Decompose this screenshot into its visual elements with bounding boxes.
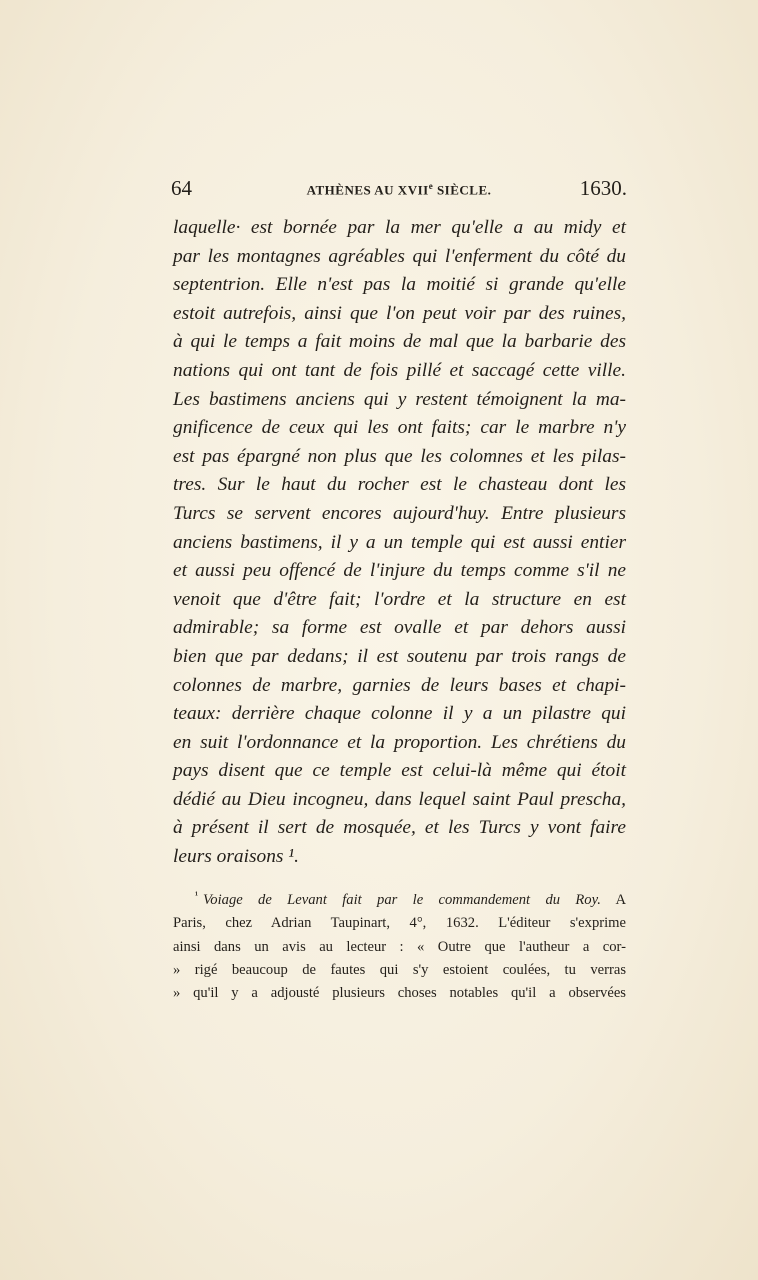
- running-title-superscript: e: [428, 181, 434, 191]
- text-line: septentrion. Elle n'est pas la moitié si grande qu'elle: [173, 274, 626, 296]
- footnote: [173, 884, 626, 1006]
- main-text: [173, 214, 626, 872]
- running-title: [171, 181, 627, 198]
- running-title-end: SIÈCLE.: [433, 182, 492, 198]
- text-line: à présent il sert de mosquée, et les Turcs y vont faire: [173, 817, 626, 839]
- footnote-line: » rigé beaucoup de fautes qui s'y estoient coulées, tu verras: [173, 962, 626, 979]
- text-line: à qui le temps a fait moins de mal que la barbarie des: [173, 331, 626, 353]
- text-line: anciens bastimens, il y a un temple qui est aussi entier: [173, 531, 626, 553]
- running-title-main: ATHÈNES AU XVII: [306, 182, 429, 198]
- footnote-line: Paris, chez Adrian Taupinart, 4°, 1632. L'éditeur s'exprime: [173, 915, 626, 932]
- text-line: bien que par dedans; il est soutenu par trois rangs de: [173, 645, 626, 667]
- text-line: pays disent que ce temple est celui-là même qui étoit: [173, 760, 626, 782]
- text-line: nations qui ont tant de fois pillé et saccagé cette ville.: [173, 359, 626, 381]
- text-line: Turcs se servent encores aujourd'huy. Entre plusieurs: [173, 502, 626, 524]
- text-line: colonnes de marbre, garnies de leurs bases et chapi-: [173, 674, 626, 696]
- text-line: est pas épargné non plus que les colomnes et les pilas-: [173, 445, 626, 467]
- footnote-mark: ¹: [195, 890, 198, 901]
- footnote-title: Voiage de Levant fait par le commandement du Roy.: [203, 891, 601, 908]
- text-line: leurs oraisons ¹.: [173, 846, 299, 868]
- footnote-line: ainsi dans un avis au lecteur : « Outre que l'autheur a cor-: [173, 938, 626, 955]
- text-line: gnificence de ceux qui les ont faits; car le marbre n'y: [173, 417, 626, 439]
- text-line: admirable; sa forme est ovalle et par dehors aussi: [173, 617, 626, 639]
- text-line: et aussi peu offencé de l'injure du temps comme s'il ne: [173, 560, 626, 582]
- text-line: laquelle· est bornée par la mer qu'elle a au midy et: [173, 217, 626, 238]
- text-line: par les montagnes agréables qui l'enferment du côté du: [173, 245, 626, 267]
- text-line: dédié au Dieu incogneu, dans lequel saint Paul prescha,: [173, 788, 626, 810]
- text-line: tres. Sur le haut du rocher est le chasteau dont les: [173, 474, 626, 496]
- text-line: teaux: derrière chaque colonne il y a un pilastre qui: [173, 703, 626, 725]
- page-header: [171, 176, 627, 206]
- footnote-line: [173, 884, 626, 912]
- footnote-line: » qu'il y a adjousté plusieurs choses notables qu'il a observées: [173, 985, 626, 1002]
- text-line: venoit que d'être fait; l'ordre et la structure en est: [173, 588, 626, 610]
- text-line: en suit l'ordonnance et la proportion. Les chrétiens du: [173, 731, 626, 753]
- footnote-line-rest: A: [600, 891, 626, 908]
- page-number: 64: [171, 176, 192, 200]
- text-line: estoit autrefois, ainsi que l'on peut voir par des ruines,: [173, 302, 626, 324]
- header-year: 1630.: [579, 176, 627, 200]
- text-line: Les bastimens anciens qui y restent témoignent la ma-: [173, 388, 626, 410]
